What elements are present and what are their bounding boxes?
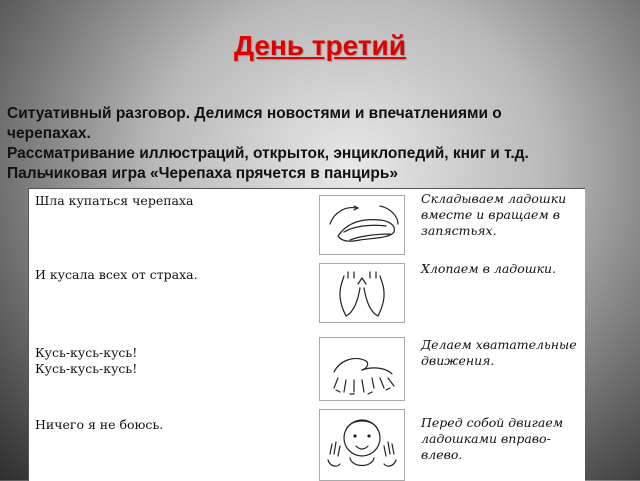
hands-clasped-icon xyxy=(319,195,405,255)
intro-line: Рассматривание иллюстраций, открыток, энциклопедий, книг и т.д. xyxy=(7,145,529,162)
rhyme-text: Ничего я не боюсь. xyxy=(35,417,164,432)
action-text: Делаем хватательные движения. xyxy=(421,337,577,368)
hands-grabbing-icon xyxy=(319,337,405,401)
child-waving-icon xyxy=(319,409,405,481)
intro-line: Ситуативный разговор. Делимся новостями и впечатлениями о xyxy=(7,105,502,122)
rhyme-text: И кусала всех от страха. xyxy=(35,267,198,282)
intro-text xyxy=(7,104,633,184)
rhyme-text: Кусь-кусь-кусь! Кусь-кусь-кусь! xyxy=(35,345,138,376)
game-instructions-sheet xyxy=(28,188,585,481)
action-text: Хлопаем в ладошки. xyxy=(421,261,557,276)
action-text: Перед собой двигаем ладошками вправо- влево. xyxy=(421,415,564,462)
intro-line: Пальчиковая игра «Черепаха прячется в панцирь» xyxy=(7,165,399,182)
page-title: День третий xyxy=(234,30,406,61)
hands-clapping-icon xyxy=(319,263,405,323)
intro-line: черепахах. xyxy=(7,125,91,142)
rhyme-text: Шла купаться черепаха xyxy=(35,193,194,208)
action-text: Складываем ладошки вместе и вращаем в запястьях. xyxy=(421,191,567,238)
